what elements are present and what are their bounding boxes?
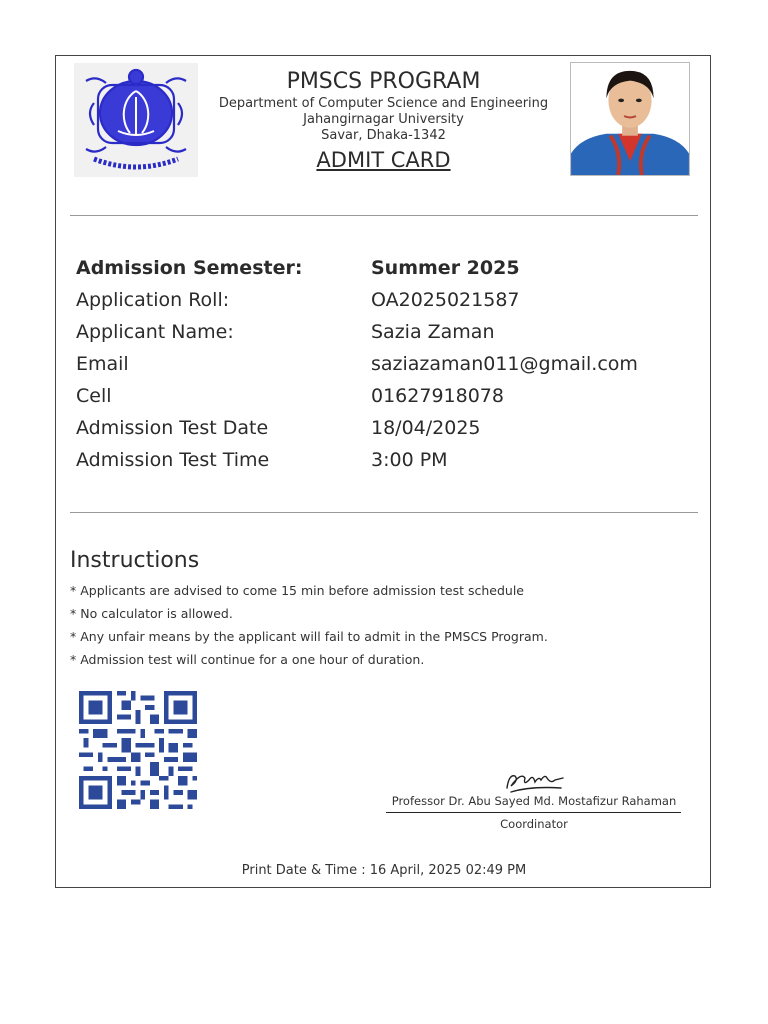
signature-icon bbox=[501, 766, 567, 796]
card-title: ADMIT CARD bbox=[316, 148, 451, 172]
department-name: Department of Computer Science and Engineering bbox=[218, 96, 549, 111]
instructions-title: Instructions bbox=[70, 548, 200, 573]
test-time-value: 3:00 PM bbox=[371, 449, 448, 471]
test-date-label: Admission Test Date bbox=[76, 417, 269, 439]
email-value: saziazaman011@gmail.com bbox=[371, 353, 638, 375]
program-title: PMSCS PROGRAM bbox=[286, 69, 481, 94]
header-divider bbox=[70, 215, 698, 216]
admit-card bbox=[55, 55, 711, 888]
university-logo-icon bbox=[74, 63, 198, 177]
email-label: Email bbox=[76, 353, 129, 375]
applicant-photo-icon bbox=[570, 62, 690, 176]
name-value: Sazia Zaman bbox=[371, 321, 495, 343]
test-date-value: 18/04/2025 bbox=[371, 417, 481, 439]
print-datetime: Print Date & Time : 16 April, 2025 02:49 PM bbox=[241, 863, 527, 878]
instruction-item: * Admission test will continue for a one hour of duration. bbox=[70, 652, 425, 667]
coordinator-title: Coordinator bbox=[500, 817, 568, 831]
header bbox=[196, 68, 571, 174]
coordinator-name: Professor Dr. Abu Sayed Md. Mostafizur Rahaman bbox=[391, 794, 677, 808]
cell-value: 01627918078 bbox=[371, 385, 504, 407]
signature-line bbox=[386, 812, 681, 813]
test-time-label: Admission Test Time bbox=[76, 449, 270, 471]
roll-value: OA2025021587 bbox=[371, 289, 520, 311]
qr-code-icon bbox=[76, 691, 200, 809]
instruction-item: * No calculator is allowed. bbox=[70, 606, 233, 621]
semester-value: Summer 2025 bbox=[371, 257, 520, 279]
roll-label: Application Roll: bbox=[76, 289, 230, 311]
semester-label: Admission Semester: bbox=[76, 257, 303, 279]
instruction-item: * Any unfair means by the applicant will fail to admit in the PMSCS Program. bbox=[70, 629, 548, 644]
info-divider bbox=[70, 512, 698, 513]
university-address: Savar, Dhaka-1342 bbox=[321, 128, 446, 143]
name-label: Applicant Name: bbox=[76, 321, 234, 343]
instructions-list bbox=[70, 582, 548, 674]
university-name: Jahangirnagar University bbox=[303, 112, 464, 127]
instruction-item: * Applicants are advised to come 15 min before admission test schedule bbox=[70, 583, 524, 598]
cell-label: Cell bbox=[76, 385, 112, 407]
